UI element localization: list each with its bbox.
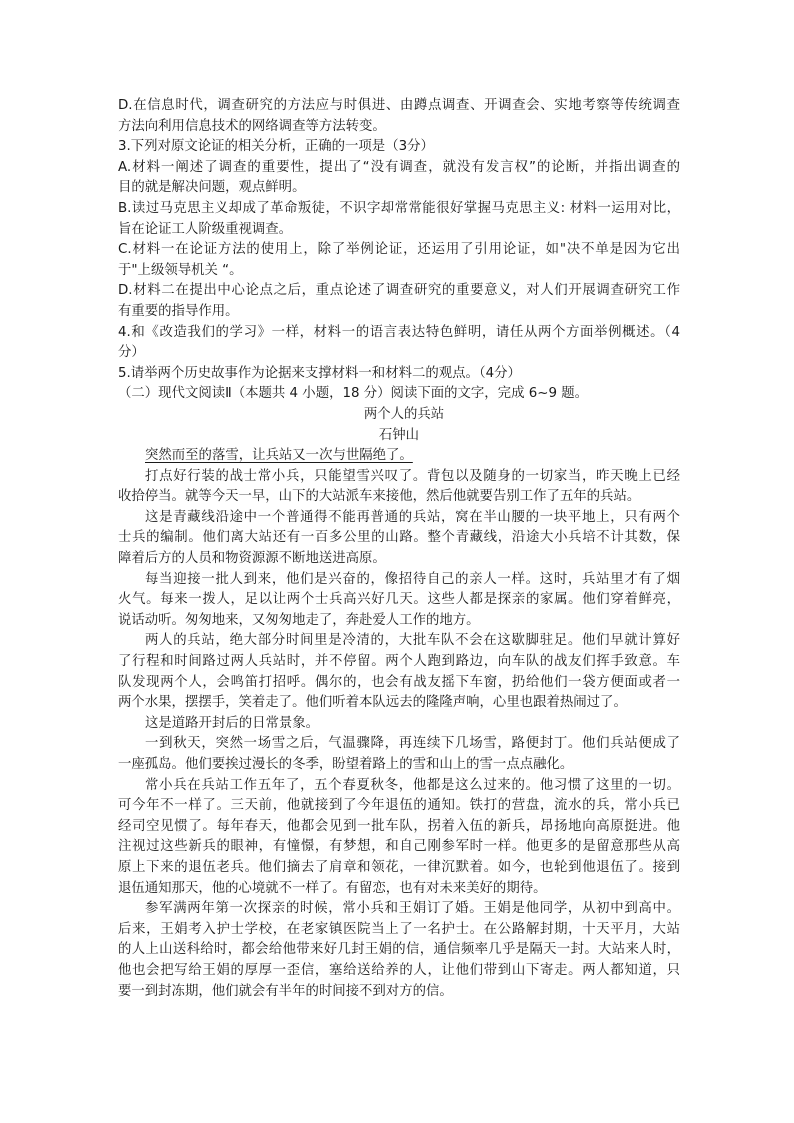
text-line: 了行程和时间路过两人兵站时，并不停留。两个人跑到路边，向车队的战友们挥手致意。车: [118, 654, 680, 670]
story-paragraph: [118, 899, 680, 1002]
text-line: D.材料二在提出中心论点之后，重点论述了调查研究的重要意义，对人们开展调查研究工作: [118, 283, 680, 299]
story-opening-text: 突然而至的落雪，让兵站又一次与世隔绝了。: [145, 448, 413, 464]
question-2-option-d: [118, 96, 680, 137]
text-line: 说话动听。匆匆地来，又匆匆地走了，奔赴爱人工作的地方。: [118, 612, 480, 628]
text-line: 打点好行装的战士常小兵，只能望雪兴叹了。背包以及随身的一切家当，昨天晚上已经: [145, 468, 680, 484]
text-line: 经司空见惯了。每年春天，他都会见到一批车队，拐着入伍的新兵，昂扬地向高原挺进。他: [118, 818, 680, 834]
text-line: 于"上级领导机关 “。: [118, 262, 243, 278]
text-line: （二）现代文阅读Ⅱ（本题共 4 小题，18 分）阅读下面的文字，完成 6~9 题。: [118, 386, 589, 402]
story-title: 两个人的兵站: [363, 406, 445, 422]
text-line: 原上下来的退伍老兵。他们摘去了肩章和领花，一律沉默着。如今，也轮到他退伍了。接到: [118, 859, 680, 875]
text-line: 后来，王娟考入护士学校，在老家镇医院当上了一名护士。在公路解封期，十天平月，大站: [118, 921, 680, 937]
text-line: 分）: [118, 345, 145, 361]
question-3-option-b: [118, 199, 680, 240]
text-line: 这是道路开封后的日常景象。: [145, 715, 320, 731]
text-line: C.材料一在论证方法的使用上，除了举例论证，还运用了引用论证，如"决不单是因为它出: [118, 242, 680, 258]
text-line: 退伍通知那天，他的心境就不一样了。有留恋，也有对未来美好的期待。: [118, 880, 547, 896]
question-4: [118, 323, 680, 364]
text-line: 两个水果，摆摆手，笑着走了。他们听着本队远去的隆隆声响，心里也跟着热闹过了。: [118, 695, 627, 711]
document-page: [118, 96, 680, 1002]
text-line: 收拾停当。就等今天一早，山下的大站派车来接他，然后他就要告别工作了五年的兵站。: [118, 489, 641, 505]
text-line: 士兵的编制。他们离大站还有一百多公里的山路。整个青藏线，沿途大小兵培不计其数，保: [118, 530, 680, 546]
story-paragraph: [118, 776, 680, 900]
text-line: 这是青藏线沿途中一个普通得不能再普通的兵站，窝在半山腰的一块平地上，只有两个: [145, 509, 680, 525]
story-paragraph: [118, 714, 680, 735]
story-paragraph: [118, 508, 680, 570]
text-line: 火气。每来一拨人，足以让两个士兵高兴好几天。这些人都是探亲的家属。他们穿着鲜亮，: [118, 592, 680, 608]
text-line: 有重要的指导作用。: [118, 303, 239, 319]
text-line: 目的就是解决问题，观点鲜明。: [118, 180, 306, 196]
text-line: 4.和《改造我们的学习》一样，材料一的语言表达特色鲜明，请任从两个方面举例概述。（4: [118, 324, 680, 340]
text-line: 5.请举两个历史故事作为论据来支撑材料一和材料二的观点。（4分）: [118, 365, 521, 381]
text-line: A.材料一阐述了调查的重要性，提出了“没有调查，就没有发言权”的论断，并指出调查的: [118, 159, 680, 175]
text-line: 可今年不一样了。三天前，他就接到了今年退伍的通知。铁打的营盘，流水的兵，常小兵已: [118, 798, 680, 814]
text-line: 旨在论证工人阶级重视调查。: [118, 221, 293, 237]
text-line: 方法向利用信息技术的网络调查等方法转变。: [118, 118, 386, 134]
text-line: B.读过马克思主义却成了革命叛徒，不识字却常常能很好掌握马克思主义: 材料一运用对比，: [118, 200, 680, 216]
story-paragraph: [118, 467, 680, 508]
story-paragraph: [118, 734, 680, 775]
text-line: 要一到封冻期，他们就会有半年的时间接不到对方的信。: [118, 983, 453, 999]
text-line: 一座孤岛。他们要挨过漫长的冬季，盼望着路上的雪和山上的雪一点点融化。: [118, 757, 574, 772]
text-line: 常小兵在兵站工作五年了，五个春夏秋冬，他都是这么过来的。他习惯了这里的一切。: [145, 777, 680, 793]
section-2-heading: [118, 384, 680, 405]
text-line: 注视过这些新兵的眼神，有憧憬，有梦想，和自己刚参军时一样。他更多的是留意那些从高: [118, 839, 680, 855]
story-body: [118, 467, 680, 1002]
story-author: 石钟山: [378, 427, 420, 443]
question-3-option-a: [118, 158, 680, 199]
text-line: 他也会把写给王娟的厚厚一歪信，塞给送给养的人，让他们带到山下寄走。两人都知道，只: [118, 962, 680, 978]
question-3-option-d: [118, 281, 680, 322]
story-paragraph: [118, 631, 680, 713]
question-3-option-c: [118, 240, 680, 281]
text-line: 队发现两个人，会鸣笛打招呼。偶尔的，也会有战友摇下车窗，扔给他们一袋方便面或者一: [118, 674, 680, 690]
text-line: D.在信息时代，调查研究的方法应与时俱进、由蹲点调查、开调查会、实地考察等传统调查: [118, 98, 680, 113]
text-line: 每当迎接一批人到来，他们是兴奋的，像招待自己的亲人一样。这时，兵站里才有了烟: [145, 571, 680, 587]
text-line: 3.下列对原文论证的相关分析，正确的一项是（3分）: [118, 139, 434, 155]
question-3-stem: [118, 137, 680, 158]
question-5: [118, 364, 680, 385]
text-line: 两人的兵站，绝大部分时间里是冷清的，大批车队不会在这歇脚驻足。他们早就计算好: [145, 633, 680, 649]
text-line: 障着后方的人员和物资源源不断地送进高原。: [118, 551, 386, 567]
story-paragraph: [118, 570, 680, 632]
story-opening: [118, 446, 680, 467]
text-line: 参军满两年第一次探亲的时候，常小兵和王娟订了婚。王娟是他同学，从初中到高中。: [145, 901, 680, 917]
text-line: 的人上山送科给时，都会给他带来好几封王娟的信，通信频率几乎是隔天一封。大站来人时，: [118, 942, 680, 958]
text-line: 一到秋天，突然一场雪之后，气温骤降，再连续下几场雪，路便封丁。他们兵站便成了: [145, 736, 680, 752]
